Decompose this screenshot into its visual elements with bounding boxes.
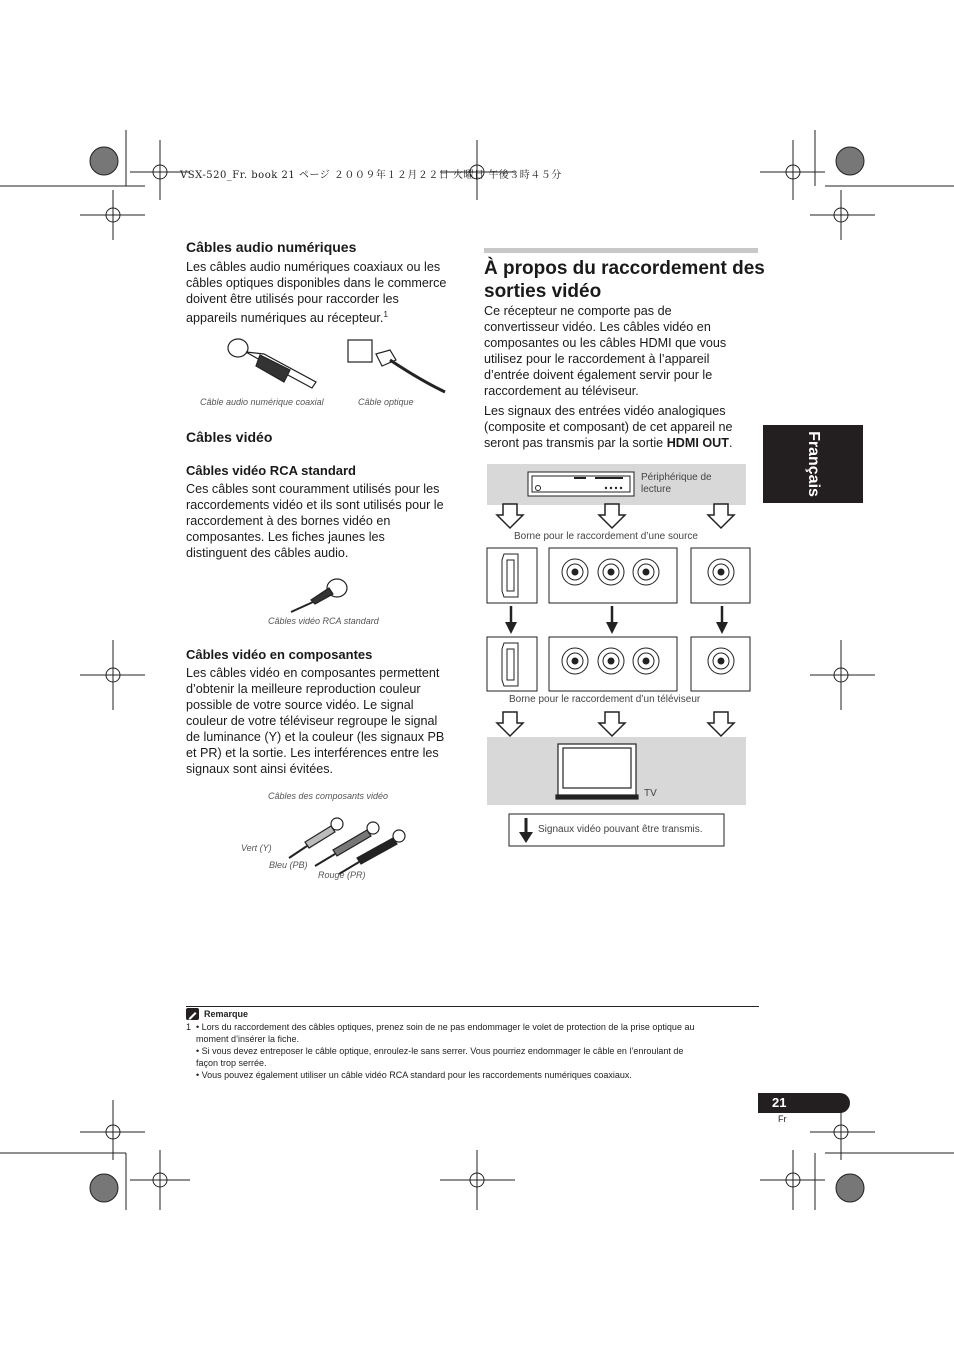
footnote-ref: 1 (383, 310, 388, 319)
caption-blue: Bleu (PB) (269, 860, 308, 870)
tv-terminal-label: Borne pour le raccordement d’un téléviseur (509, 694, 701, 705)
page-number-badge: 21 (758, 1093, 850, 1113)
caption-rca: Câbles vidéo RCA standard (268, 616, 379, 626)
language-tab: Français (763, 425, 863, 503)
caption-red: Rouge (PR) (318, 870, 366, 880)
video-cables-title: Câbles vidéo (186, 429, 273, 445)
section-rule (484, 248, 758, 253)
video-connection-text-1: Ce récepteur ne comporte pas de convertisseur vidéo. Les câbles vidéo en composantes ou les câbles HDMI que vous utilisez pour le raccordement à l’appareil d’entrée doivent également servir pour le raccordement au téléviseur. (484, 304, 727, 398)
hdmi-out-label: HDMI OUT (666, 436, 729, 450)
component-cables-text: Les câbles vidéo en composantes permettent d’obtenir la meilleure reproduction couleur possible de votre source vidéo. Le signal couleur de votre téléviseur regroupe le signal de luminance (Y) et la couleur (les signaux PB et PR) et la sortie. Les interférences entre les signaux sont ainsi évitées. (186, 666, 445, 776)
video-connection-text-2: Les signaux des entrées vidéo analogiques (composite et composant) de cet appareil ne seront pas transmis par la sortie HDMI OUT. (484, 404, 733, 450)
video-connection-diagram (480, 462, 760, 852)
pencil-icon (186, 1008, 199, 1020)
notes-list: • Lors du raccordement des câbles optiques, prenez soin de ne pas endommager le volet de protection de la prise optique au moment d’insérer la fiche. • Si vous devez entreposer le câble optique, enroulez-le sans serrer. Vous pourriez endommager le câble en l’enroulant de façon trop serrée. • Vous pouvez également utiliser un câble vidéo RCA standard pour les raccordements numériques coaxiaux. (196, 1022, 695, 1080)
tv-label: TV (644, 788, 657, 799)
digital-cables-text: Les câbles audio numériques coaxiaux ou les câbles optiques disponibles dans le commerce doivent être utilisés pour raccorder les appareils numériques au récepteur.$^1$ (186, 260, 447, 326)
player-label: Périphérique de lecture (641, 472, 712, 495)
rca-cable-illustration (285, 570, 355, 615)
caption-coaxial: Câble audio numérique coaxial (200, 397, 324, 407)
digital-cables-title: Câbles audio numériques (186, 239, 357, 255)
caption-optical: Câble optique (358, 397, 414, 407)
page-language: Fr (778, 1114, 787, 1124)
legend-label: Signaux vidéo pouvant être transmis. (538, 824, 703, 835)
caption-green: Vert (Y) (241, 843, 272, 853)
digital-cables-illustration (220, 330, 460, 400)
notes-rule (186, 1006, 759, 1007)
note-number: 1 (186, 1022, 192, 1032)
section-title: À propos du raccordement des sorties vidéo (484, 258, 765, 302)
book-header: VSX-520_Fr. book 21 ページ ２００９年１２月２２日 火曜日 午後３時４５分 (180, 170, 562, 181)
rca-cables-text: Ces câbles sont couramment utilisés pour les raccordements vidéo et ils sont utilisés pour le raccordement à des bornes vidéo en composantes. Les fiches jaunes les distinguent des câbles audio. (186, 482, 444, 560)
rca-cables-title: Câbles vidéo RCA standard (186, 463, 357, 478)
component-cables-title: Câbles vidéo en composantes (186, 647, 373, 662)
source-terminal-label: Borne pour le raccordement d’une source (514, 531, 698, 542)
caption-component: Câbles des composants vidéo (268, 791, 389, 801)
notes-heading: Remarque (204, 1009, 249, 1019)
